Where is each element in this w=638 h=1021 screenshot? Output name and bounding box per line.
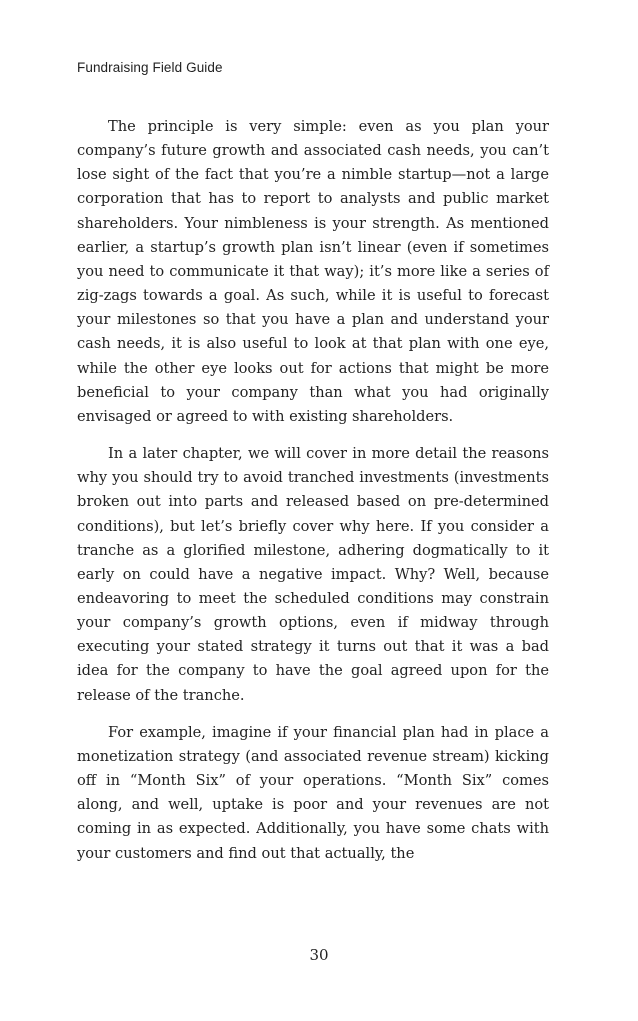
paragraph-2: In a later chapter, we will cover in more detail the reasons why you should try to avoid tranched investments (investments broken out into parts and released based on pre-determined conditions), but let’s briefly cover why here. If you consider a tranche as a glorified milestone, adhering dogmatically to it early on could have a negative impact. Why? Well, because endeavoring to meet the scheduled conditions may constrain your company’s growth options, even if midway through executing your stated strategy it turns out that it was a bad idea for the company to have the goal agreed upon for the release of the tranche.	[77, 445, 549, 704]
running-header: Fundraising Field Guide	[77, 60, 223, 75]
body-text	[77, 115, 549, 879]
page-number: 30	[309, 946, 329, 964]
paragraph-3: For example, imagine if your financial plan had in place a monetization strategy (and associated revenue stream) kicking off in “Month Six” of your operations. “Month Six” comes along, and well, uptake is poor and your revenues are not coming in as expected. Additionally, you have some chats with your customers and find out that actually, the	[77, 723, 549, 862]
paragraph-1: The principle is very simple: even as you plan your company’s future growth and associated cash needs, you can’t lose sight of the fact that you’re a nimble startup—not a large corporation that has to report to analysts and public market shareholders. Your nimbleness is your strength. As mentioned earlier, a startup’s growth plan isn’t linear (even if sometimes you need to communicate it that way); it’s more like a series of zig-zags towards a goal. As such, while it is useful to forecast your milestones so that you have a plan and understand your cash needs, it is also useful to look at that plan with one eye, while the other eye looks out for actions that might be more beneficial to your company than what you had originally envisaged or agreed to with existing shareholders.	[77, 118, 549, 425]
